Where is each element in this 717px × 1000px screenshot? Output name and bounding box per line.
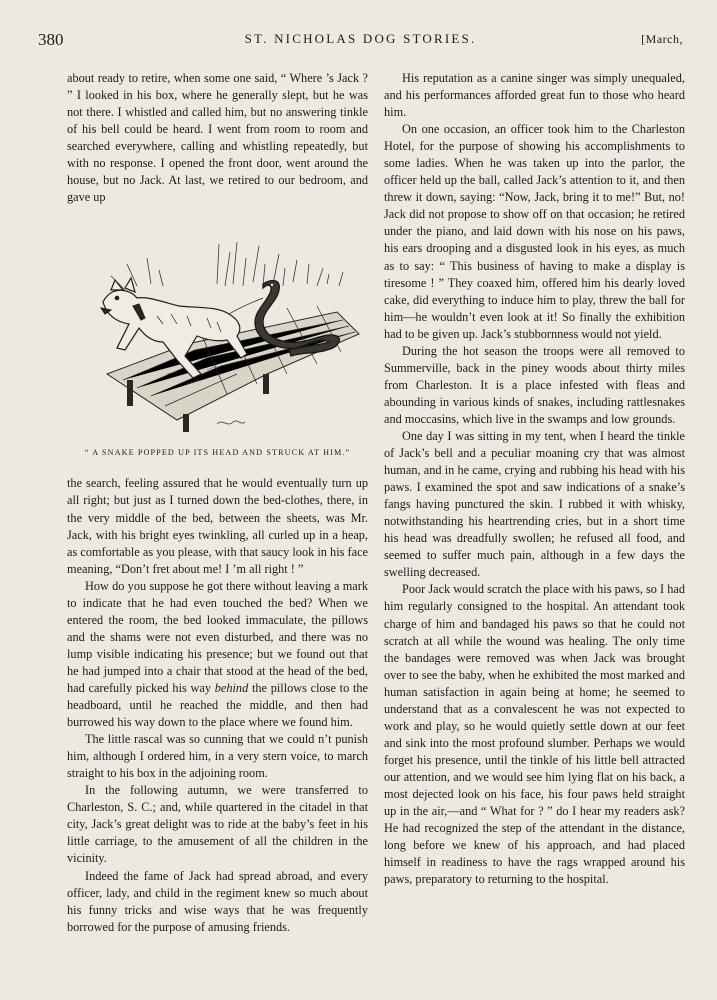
emphasis: behind	[214, 680, 249, 695]
paragraph: about ready to retire, when some one said, “ Where ’s Jack ? ” I looked in his box, where he generally slept, but he was not there. I whistled and called him, but no answering tinkle of his bell could be heard. I went from room to room and searched everywhere, calling and whistling repeatedly, but with no response. I opened the front door, went around the house, but no Jack. At last, we retired to our bedroom, and gave up	[67, 71, 368, 205]
paragraph: On one occasion, an officer took him to the Charleston Hotel, for the purpose of showing his accomplishments to some ladies. When he was taken up into the parlor, the officer held up the ball, called Jack’s attention to it, and then threw it down, saying: “Now, Jack, bring it to me!” But, no! Jack did not propose to show off on that occasion; he retired under the piano, and laid down with his nose on his paws, his ears drooping and a disgusted look in his eyes, as much as to say: “ This business of having to make a display is tiresome ! ” They coaxed him, offered him his dearly loved cake, did everything to induce him to play, threw the ball for him—he wouldn’t even look at it! So finally the exhibition had to be given up. Jack’s stubbornness would not yield.	[384, 122, 685, 341]
paragraph: During the hot season the troops were all removed to Summerville, back in the piney woods about thirty miles from Charleston. It is a place infested with fleas and abounding in various kinds of snakes, including rattlesnakes and moccasins, which live in the swamps and low grounds.	[384, 343, 685, 426]
running-title: ST. NICHOLAS DOG STORIES.	[244, 31, 477, 46]
paragraph: Indeed the fame of Jack had spread abroad, and every officer, lady, and child in the regiment knew so much about his funny tricks and wise ways that he was frequently borrowed for the purpose of amusing friends.	[67, 868, 368, 934]
page-header	[38, 30, 683, 50]
paragraph: In the following autumn, we were transferred to Charleston, S. C.; and, while quartered in the citadel in that city, Jack’s great delight was to ride at the baby’s feet in his little carriage, to the amusement of all the children in the vicinity.	[67, 783, 368, 866]
paragraph: Poor Jack would scratch the place with his paws, so I had him regularly consigned to the hospital. An attendant took charge of him and bandaged his paws so that he could not scratch at all while the wound was healing. The only time the bandages were removed was when Jack was brought over to see the baby, when he exhibited the most marked and human satisfaction in again being at home; he seemed to understand that as a convalescent he was not expected to work and play, so he would quietly settle down at our feet and sink into the most profound slumber. Perhaps we would forget his presence, until the tinkle of his little bell attracted our attention, and we would see him lying flat on his back, a most dejected look on his face, his four paws held straight up in the air,—and “ What for ? ” do I hear my readers ask? He had recognized the step of the attendant in the distance, long before we knew of his approach, and had placed himself in readiness to have the rags wrapped around his paws, preparatory to returning to the hospital.	[384, 582, 685, 887]
paragraph	[67, 578, 368, 731]
illustration-caption: “ A SNAKE POPPED UP ITS HEAD AND STRUCK AT HIM.”	[84, 448, 351, 458]
paragraph: The little rascal was so cunning that we could n’t punish him, although I ordered him, in a very stern voice, to march straight to his box in the adjoining room.	[67, 732, 368, 781]
paragraph: His reputation as a canine singer was simply unequaled, and his performances afforded great fun to those who heard him.	[384, 71, 685, 120]
text-run: How do you suppose he got there without leaving a mark to indicate that he had even touched the bed? When we entered the room, the bed looked immaculate, the pillows and the shams were not even disturbed, and there was no lump visible indicating his presence; but we found out that he had jumped into a chair that stood at the head of the bed, had carefully picked his way	[67, 578, 368, 695]
paragraph: One day I was sitting in my tent, when I heard the tinkle of Jack’s bell and a peculiar moaning cry that was almost human, and in he came, crying and rubbing his head with his paws. I examined the spot and saw indications of a snake’s fangs having punctured the skin. I rubbed it with whisky, notwithstanding his heartrending cries, but in a short time his head was dreadfully swollen; he refused all food, and seemed to suffer much pain, although in a few days the swelling decreased.	[384, 428, 685, 580]
right-column	[384, 70, 685, 888]
text-run: the pillows close to the headboard, until he reached the middle, and then had burrowed his way down to the place where we found him.	[67, 680, 368, 730]
paragraph: the search, feeling assured that he would eventually turn up all right; but just as I turned down the bed-clothes, there, in the very middle of the bed, between the sheets, was Mr. Jack, with his bright eyes twinkling, all curled up in a heap, as comfortable as you please, with that saucy look in his face meaning, “Don’t fret about me! I ’m all right ! ”	[67, 476, 368, 576]
illustration	[67, 224, 368, 440]
page-number: 380	[38, 30, 64, 49]
issue-month: [March,	[641, 32, 683, 46]
dog-and-snake-illustration-icon	[67, 224, 368, 440]
left-column	[67, 70, 368, 936]
